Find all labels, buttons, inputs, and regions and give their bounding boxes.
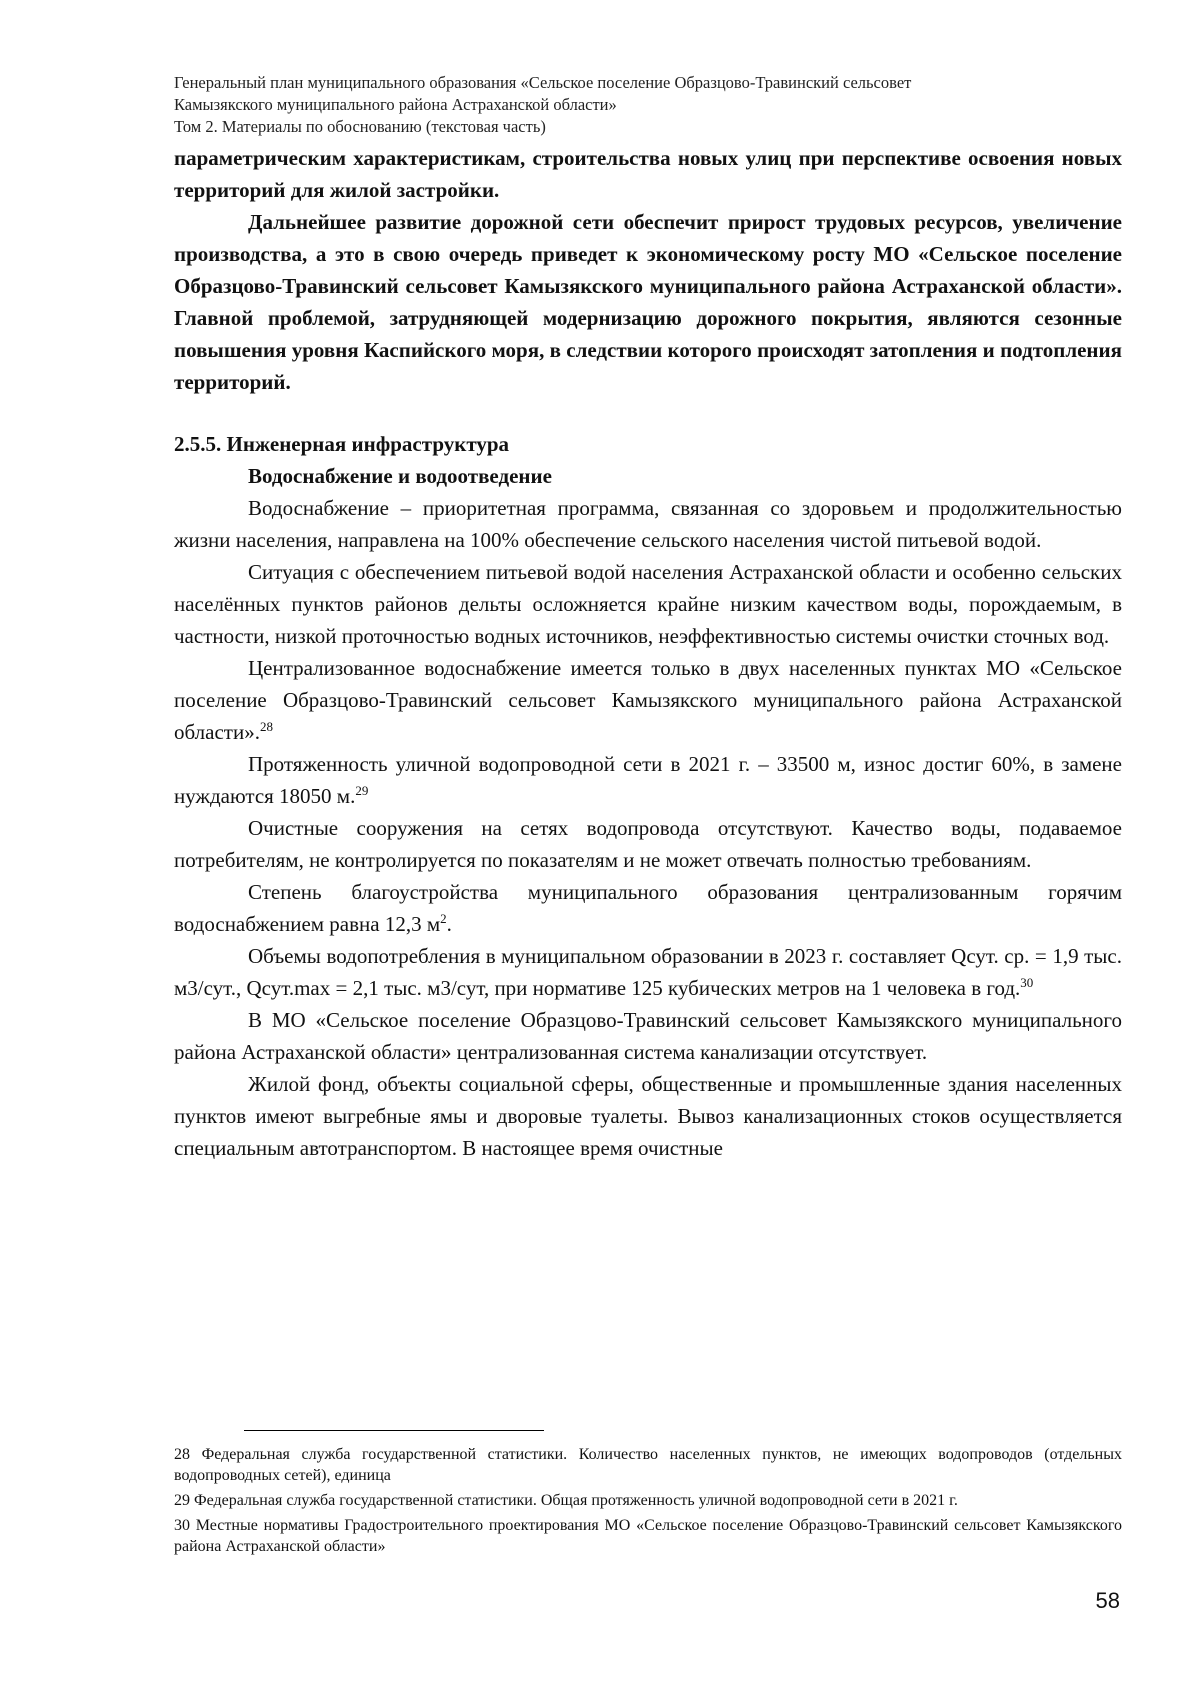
- footnotes: [174, 1444, 1122, 1561]
- paragraph-road-params: параметрическим характеристикам, строительства новых улиц при перспективе освоения новых территорий для жилой застройки.: [174, 146, 1122, 202]
- paragraph-water-supply-program: Водоснабжение – приоритетная программа, связанная со здоровьем и продолжительностью жизни населения, направлена на 100% обеспечение сельского населения чистой питьевой водой.: [174, 496, 1122, 552]
- paragraph-hot-water: [174, 876, 1122, 940]
- paragraph-water-situation: Ситуация с обеспечением питьевой водой населения Астраханской области и особенно сельских населённых пунктов районов дельты осложняется крайне низким качеством воды, порождаемым, в частности, низкой проточностью водных источников, неэффективностью системы очистки сточных вод.: [174, 560, 1122, 648]
- paragraph-treatment-facilities: Очистные сооружения на сетях водопровода отсутствуют. Качество воды, подаваемое потребителям, не контролируется по показателям и не может отвечать полностью требованиям.: [174, 816, 1122, 872]
- hot-water-text: Степень благоустройства муниципального образования централизованным горячим водоснабжением равна 12,3 м: [174, 880, 1122, 936]
- header-line-3: Том 2. Материалы по обоснованию (текстовая часть): [174, 117, 546, 136]
- paragraph-centralized-supply: [174, 652, 1122, 748]
- paragraph-no-sewerage: В МО «Сельское поселение Образцово-Травинский сельсовет Камызякского муниципального района Астраханской области» централизованная система канализации отсутствует.: [174, 1008, 1122, 1064]
- page-header: [174, 72, 1122, 138]
- paragraph-consumption: [174, 940, 1122, 1004]
- paragraph-road-development: Дальнейшее развитие дорожной сети обеспечит прирост трудовых ресурсов, увеличение производства, а это в свою очередь приведет к экономическому росту МО «Сельское поселение Образцово-Травинский сельсовет Камызякского муниципального района Астраханской области». Главной проблемой, затрудняющей модернизацию дорожного покрытия, являются сезонные повышения уровня Каспийского моря, в следствии которого происходят затопления и подтопления территорий.: [174, 210, 1122, 394]
- hot-water-end: .: [446, 912, 452, 936]
- page-body: [174, 142, 1122, 1164]
- consumption-text: Объемы водопотребления в муниципальном образовании в 2023 г. составляет Qсут. ср. = 1,9 тыс. м3/сут., Qсут.max = 2,1 тыс. м3/сут, при нормативе 125 кубических метров на 1 человека в год.: [174, 944, 1122, 1000]
- section-title: 2.5.5. Инженерная инфраструктура: [174, 432, 510, 456]
- superscript-2: 2: [440, 911, 447, 926]
- subsection-title: Водоснабжение и водоотведение: [248, 464, 552, 488]
- centralized-supply-text: Централизованное водоснабжение имеется только в двух населенных пунктах МО «Сельское поселение Образцово-Травинский сельсовет Камызякского муниципального района Астраханской области».: [174, 656, 1122, 744]
- footnote-28: 28 Федеральная служба государственной статистики. Количество населенных пунктов, не имеющих водопроводов (отдельных водопроводных сетей), единица: [174, 1446, 1122, 1484]
- footnote-30: 30 Местные нормативы Градостроительного проектирования МО «Сельское поселение Образцово-Травинский сельсовет Камызякского района Астраханской области»: [174, 1517, 1122, 1555]
- network-length-text: Протяженность уличной водопроводной сети в 2021 г. – 33500 м, износ достиг 60%, в замене нуждаются 18050 м.: [174, 752, 1122, 808]
- footnote-ref-30[interactable]: 30: [1020, 975, 1034, 990]
- footnote-29: 29 Федеральная служба государственной статистики. Общая протяженность уличной водопроводной сети в 2021 г.: [174, 1492, 958, 1509]
- paragraph-network-length: [174, 748, 1122, 812]
- footnote-ref-29[interactable]: 29: [355, 783, 369, 798]
- page-number: 58: [1095, 1588, 1120, 1613]
- footnote-ref-28[interactable]: 28: [259, 719, 273, 734]
- paragraph-housing-stock: Жилой фонд, объекты социальной сферы, общественные и промышленные здания населенных пунктов имеют выгребные ямы и дворовые туалеты. Вывоз канализационных стоков осуществляется специальным автотранспортом. В настоящее время очистные: [174, 1072, 1122, 1160]
- header-line-1: Генеральный план муниципального образования «Сельское поселение Образцово-Травинский сельсовет: [174, 73, 912, 92]
- footnote-separator: [244, 1430, 544, 1431]
- header-line-2: Камызякского муниципального района Астраханской области»: [174, 95, 617, 114]
